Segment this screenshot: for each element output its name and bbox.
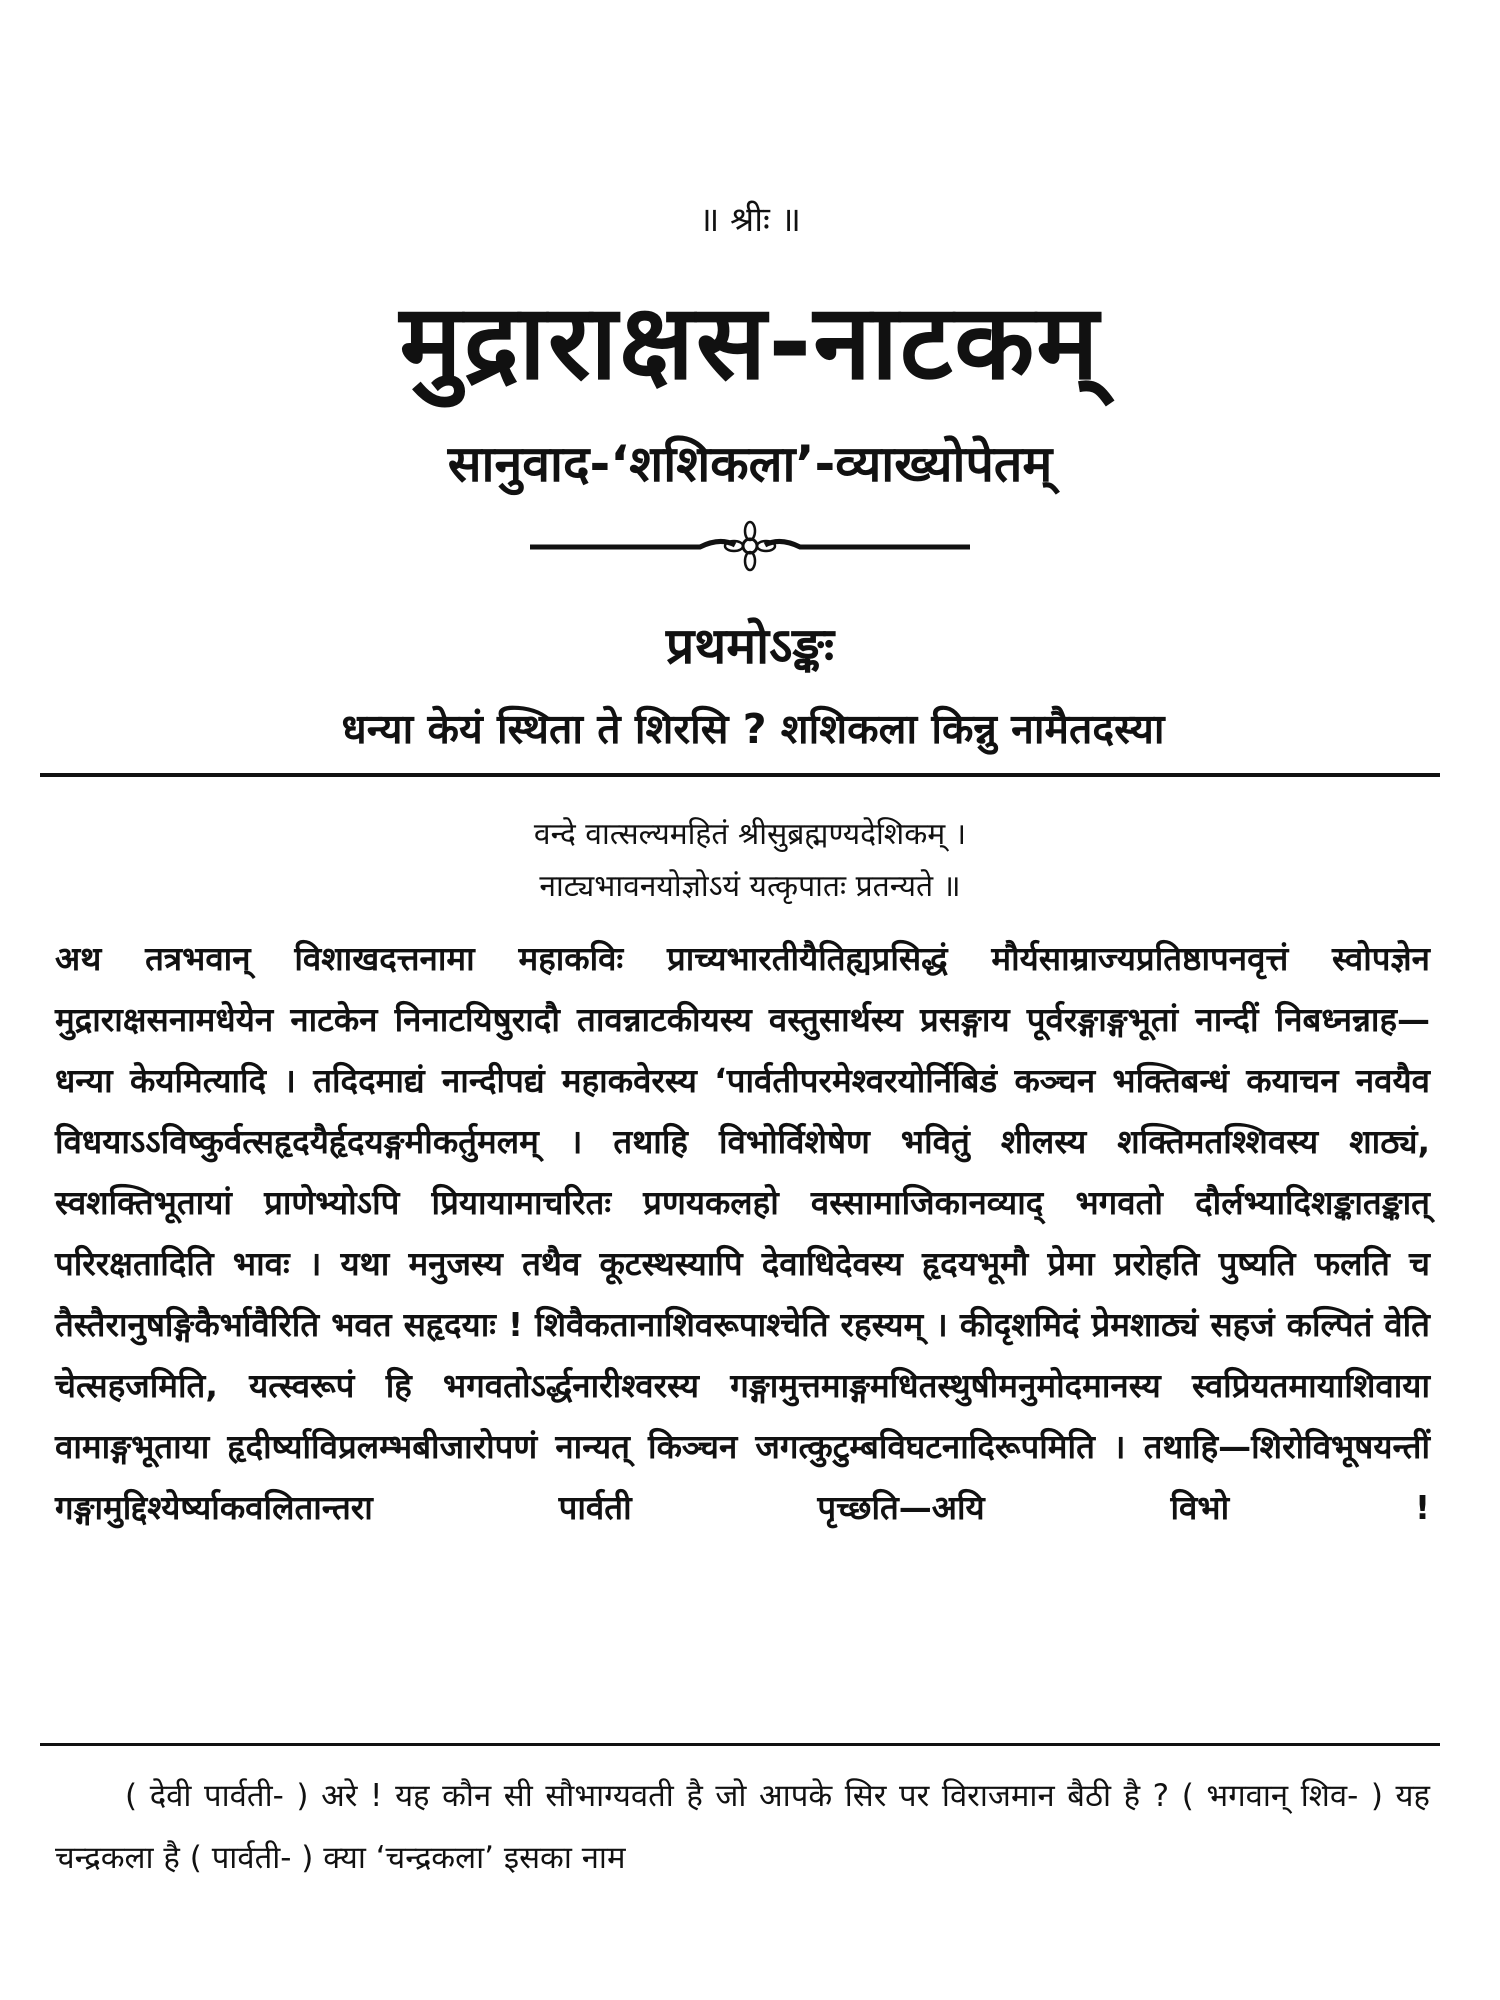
- ornament-divider: [530, 515, 970, 575]
- act-heading: प्रथमोऽङ्कः: [665, 617, 835, 675]
- dedication-line: नाट्यभावनयोज्ञोऽयं यत्कृपातः प्रतन्यते ॥: [539, 869, 961, 904]
- invocation: ॥ श्रीः ॥: [698, 200, 802, 240]
- divider-rule: [40, 773, 1440, 777]
- dedication-line: वन्दे वात्सल्यमहितं श्रीसुब्रह्मण्यदेशिकम् ।: [533, 817, 967, 852]
- commentary-paragraph: अथ तत्रभवान् विशाखदत्तनामा महाकविः प्राच्यभारतीयैतिह्यप्रसिद्धं मौर्यसाम्राज्यप्रतिष्ठापनवृत्तं स्वोपज्ञेन मुद्राराक्षसनामधेयेन नाटकेन निनाटयिषुरादौ तावन्नाटकीयस्य वस्तुसार्थस्य प्रसङ्गाय पूर्वरङ्गाङ्गभूतां नान्दीं निबध्नन्नाह— धन्या केयमित्यादि । तदिदमाद्यं नान्दीपद्यं महाकवेरस्य ‘पार्वतीपरमेश्वरयोर्निबिडं कञ्चन भक्तिबन्धं कयाचन नवयैव विधयाऽऽविष्कुर्वत्सहृदयैर्हृदयङ्गमीकर्तुमलम् । तथाहि विभोर्विशेषेण भवितुं शीलस्य शक्तिमतश्शिवस्य शाठ्यं, स्वशक्तिभूतायां प्राणेभ्योऽपि प्रियायामाचरितः प्रणयकलहो वस्सामाजिकानव्याद् भगवतो दौर्लभ्यादिशङ्कातङ्कात् परिरक्षतादिति भावः । यथा मनुजस्य तथैव कूटस्थस्यापि देवाधिदेवस्य हृदयभूमौ प्रेमा प्ररोहति पुष्यति फलति च तैस्तैरानुषङ्गिकैर्भावैरिति भवत सहृदयाः ! शिवैकतानाशिवरूपाश्चेति रहस्यम् । कीदृशमिदं प्रेमशाठ्यं सहजं कल्पितं वेति चेत्सहजमिति, यत्स्वरूपं हि भगवतोऽर्द्धनारीश्वरस्य गङ्गामुत्तमाङ्गमधितस्थुषीमनुमोदमानस्य स्वप्रियतमायाशिवाया वामाङ्गभूताया हृदीर्ष्याविप्रलम्भबीजारोपणं नान्यत् किञ्चन जगत्कुटुम्बविघटनादिरूपमिति । तथाहि—शिरोविभूषयन्तीं गङ्गामुद्दिश्येर्ष्याकवलितान्तरा पार्वती पृच्छति—अयि विभो !: [55, 939, 1430, 1527]
- verse-line: धन्या केयं स्थिता ते शिरसि ? शशिकला किन्नु नामैतदस्या: [341, 705, 1165, 753]
- divider-rule: [40, 1743, 1440, 1746]
- page-title: मुद्राराक्षस-नाटकम्: [399, 281, 1101, 403]
- page-subtitle: सानुवाद-‘शशिकला’-व्याख्योपेतम्: [447, 435, 1053, 493]
- translation-paragraph: ( देवी पार्वती- ) अरे ! यह कौन सी सौभाग्यवती है जो आपके सिर पर विराजमान बैठी है ? ( भगवान् शिव- ) यह चन्द्रकला है ( पार्वती- ) क्या ‘चन्द्रकला’ इसका नाम: [55, 1778, 1430, 1876]
